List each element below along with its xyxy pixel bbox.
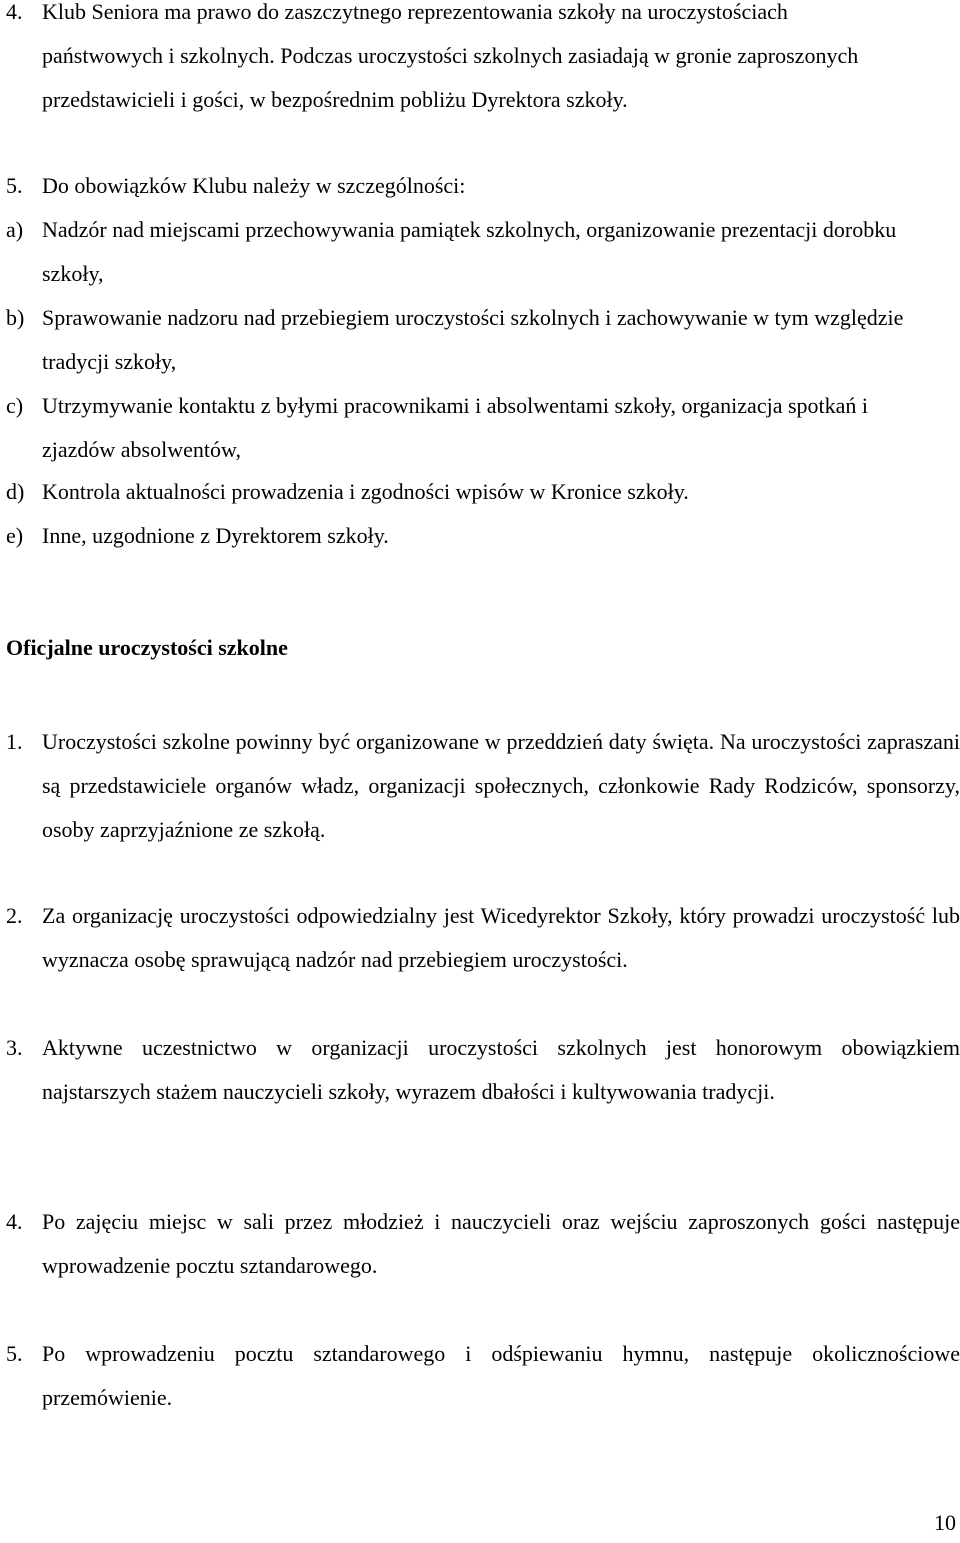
page-number: 10 <box>934 1510 956 1535</box>
ceremony-paragraph-2 <box>6 894 960 982</box>
list-item-marker: e) <box>6 523 24 548</box>
list-item-text: Nadzór nad miejscami przechowywania pamiątek szkolnych, organizowanie prezentacji dorobku szkoły, <box>42 217 897 286</box>
list-item-marker: a) <box>6 217 24 242</box>
paragraph-text: Uroczystości szkolne powinny być organizowane w przeddzień daty święta. Na uroczystości zapraszani są przedstawiciele organów władz, organizacji społecznych, członkowie Rady Rodziców, sponsorzy, osoby zaprzyjaźnione ze szkołą. <box>42 729 960 842</box>
paragraph-text: Za organizację uroczystości odpowiedzialny jest Wicedyrektor Szkoły, który prowadzi uroczystość lub wyznacza osobę sprawującą nadzór nad przebiegiem uroczystości. <box>42 903 960 972</box>
ceremony-paragraph-4 <box>6 1200 960 1288</box>
list-item <box>6 514 960 558</box>
list-item-text: Sprawowanie nadzoru nad przebiegiem uroczystości szkolnych i zachowywanie w tym względzie tradycji szkoły, <box>42 305 904 374</box>
list-item <box>6 384 960 472</box>
list-item <box>6 296 960 384</box>
paragraph-text: Do obowiązków Klubu należy w szczególności: <box>42 173 466 198</box>
list-item <box>6 470 960 514</box>
list-item-marker: b) <box>6 305 25 330</box>
list-item-marker: d) <box>6 479 25 504</box>
paragraph-number: 3. <box>6 1035 23 1060</box>
ceremony-paragraph-3 <box>6 1026 960 1114</box>
paragraph-text: Po zajęciu miejsc w sali przez młodzież i nauczycieli oraz wejściu zaproszonych gości następuje wprowadzenie pocztu sztandarowego. <box>42 1209 960 1278</box>
paragraph-number: 5. <box>6 1341 23 1366</box>
list-item-text: Inne, uzgodnione z Dyrektorem szkoły. <box>42 523 389 548</box>
paragraph-text: Klub Seniora ma prawo do zaszczytnego reprezentowania szkoły na uroczystościach państwowych i szkolnych. Podczas uroczystości szkolnych zasiadają w gronie zaproszonych przedstawicieli i gości, w bezpośrednim pobliżu Dyrektora szkoły. <box>42 0 859 112</box>
paragraph-text: Po wprowadzeniu pocztu sztandarowego i odśpiewaniu hymnu, następuje okolicznościowe przemówienie. <box>42 1341 960 1410</box>
paragraph-text: Aktywne uczestnictwo w organizacji uroczystości szkolnych jest honorowym obowiązkiem najstarszych stażem nauczycieli szkoły, wyrazem dbałości i kultywowania tradycji. <box>42 1035 960 1104</box>
ceremony-paragraph-1 <box>6 720 960 852</box>
paragraph-5-intro <box>6 164 960 208</box>
list-item-marker: c) <box>6 393 24 418</box>
paragraph-4 <box>6 0 960 122</box>
paragraph-number: 2. <box>6 903 23 928</box>
list-item-text: Kontrola aktualności prowadzenia i zgodności wpisów w Kronice szkoły. <box>42 479 689 504</box>
list-item <box>6 208 960 296</box>
paragraph-number: 1. <box>6 729 23 754</box>
paragraph-number: 4. <box>6 0 23 24</box>
ceremony-paragraph-5 <box>6 1332 960 1420</box>
list-item-text: Utrzymywanie kontaktu z byłymi pracownikami i absolwentami szkoły, organizacja spotkań i zjazdów absolwentów, <box>42 393 869 462</box>
section-heading: Oficjalne uroczystości szkolne <box>6 635 288 660</box>
paragraph-number: 4. <box>6 1209 23 1234</box>
paragraph-number: 5. <box>6 173 23 198</box>
